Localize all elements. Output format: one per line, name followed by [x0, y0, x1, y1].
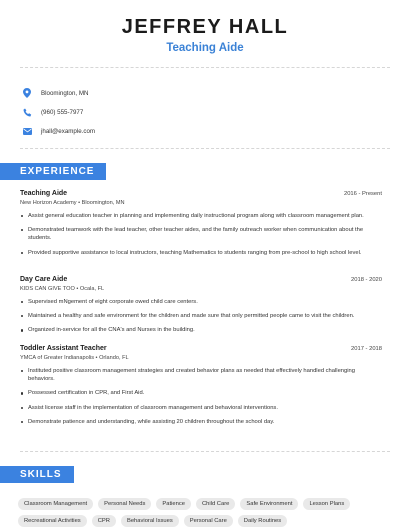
skill-chip: Safe Environment	[240, 498, 298, 510]
contact-email-text: jhall@example.com	[41, 127, 96, 135]
job-bullet: Instituted positive classroom management strategies and created behavior plans as needed that effectively handled challenging behaviors.	[20, 367, 382, 383]
skill-chip: CPR	[92, 515, 116, 527]
skills-heading: SKILLS	[0, 466, 74, 483]
divider	[20, 148, 390, 149]
skill-chip: Patience	[156, 498, 191, 510]
job-dates: 2017 - 2018	[351, 346, 382, 352]
job-bullet: Possessed certification in CPR, and First Aid.	[20, 389, 382, 397]
contact-list	[22, 84, 95, 141]
job-entry	[20, 345, 382, 432]
contact-location	[22, 84, 95, 102]
divider	[20, 67, 390, 68]
experience-heading: EXPERIENCE	[0, 163, 106, 180]
contact-location-text: Bloomington, MN	[41, 89, 89, 97]
job-organization: YMCA of Greater Indianapolis • Orlando, FL	[20, 355, 129, 361]
contact-phone	[22, 103, 95, 121]
skill-chip: Recreational Activities	[18, 515, 87, 527]
job-bullets	[20, 298, 382, 335]
candidate-title: Teaching Aide	[166, 42, 244, 54]
job-bullet: Demonstrated teamwork with the lead teacher, other teacher aides, and the family outreach worker when communication about the students.	[20, 226, 382, 242]
divider	[20, 451, 390, 452]
job-bullet: Maintained a healthy and safe environment for the children and made sure that only permitted people came to visit the children.	[20, 312, 382, 320]
job-title: Teaching Aide	[20, 190, 68, 197]
job-entry	[20, 276, 382, 341]
skill-chip: Personal Care	[184, 515, 233, 527]
job-bullet: Assist general education teacher in planning and implementing daily instructional program along with classroom management plan.	[20, 212, 382, 220]
job-bullet: Demonstrate patience and understanding, while assisting 20 children throughout the school day.	[20, 418, 382, 426]
job-bullets	[20, 212, 382, 257]
skills-list	[18, 498, 390, 527]
resume-header	[0, 16, 410, 54]
skill-chip: Classroom Management	[18, 498, 93, 510]
skill-chip: Personal Needs	[98, 498, 151, 510]
phone-icon	[22, 107, 32, 117]
job-organization: KIDS CAN GIVE TOO • Ocala, FL	[20, 286, 105, 292]
job-bullets	[20, 367, 382, 426]
job-bullet: Supervised mNgement of eight corporate owed child care centers.	[20, 298, 382, 306]
job-entry	[20, 190, 382, 263]
job-bullet: Provided supportive assistance to local instructors, teaching Mathematics to students ranging from pre-school to high school level.	[20, 249, 382, 257]
skill-chip: Lesson Plans	[303, 498, 350, 510]
job-dates: 2016 - Present	[343, 191, 382, 197]
job-bullet: Organized in-service for all the CNA's and Nurses in the building.	[20, 326, 382, 334]
contact-phone-text: (960) 555-7977	[41, 108, 84, 116]
email-icon	[22, 126, 32, 136]
job-title: Toddler Assistant Teacher	[20, 345, 107, 352]
contact-email	[22, 122, 95, 140]
job-organization: New Horizon Academy • Bloomington, MN	[20, 200, 125, 206]
candidate-name: JEFFREY HALL	[121, 16, 289, 38]
skill-chip: Child Care	[196, 498, 235, 510]
job-dates: 2018 - 2020	[351, 277, 382, 283]
job-title: Day Care Aide	[20, 276, 68, 283]
location-pin-icon	[22, 88, 32, 98]
skill-chip: Behavioral Issues	[121, 515, 179, 527]
skill-chip: Daily Routines	[238, 515, 287, 527]
job-bullet: Assist license staff in the implementation of classroom management and behavioral interventions.	[20, 404, 382, 412]
